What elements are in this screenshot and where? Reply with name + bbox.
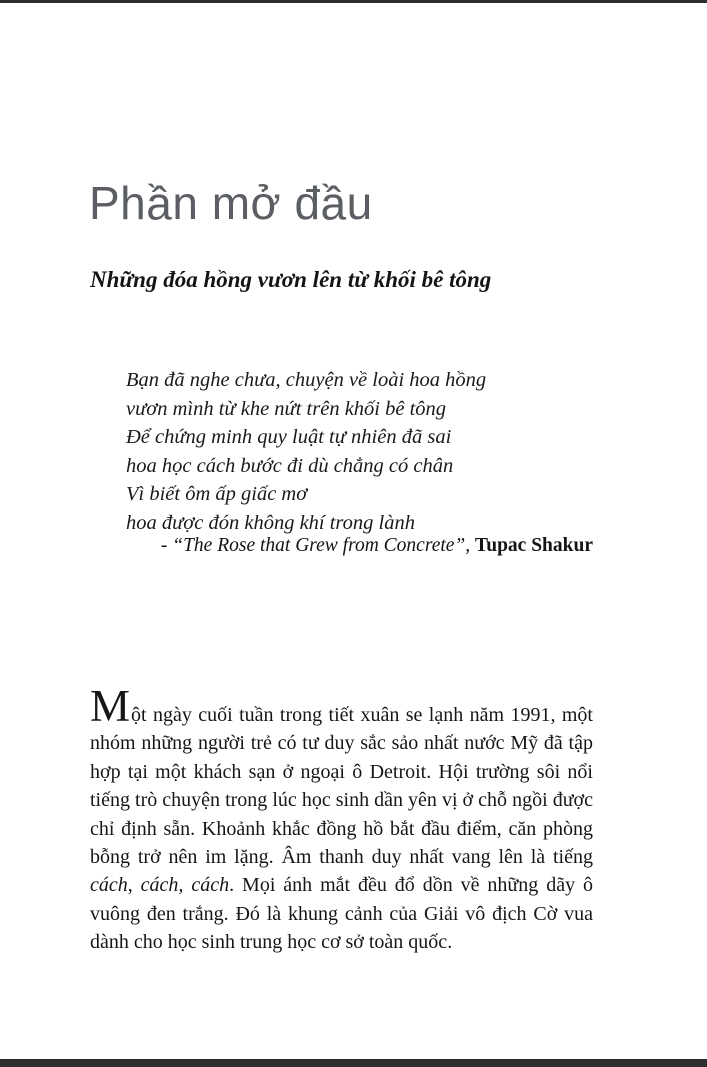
attribution-source: - “The Rose that Grew from Concrete”,	[160, 535, 476, 556]
chapter-title: Phần mở đầu	[89, 177, 373, 229]
body-italic-phrase: cách, cách, cách	[90, 874, 230, 897]
poem-line: Vì biết ôm ấp giấc mơ	[126, 483, 308, 505]
poem-attribution	[90, 533, 593, 559]
chapter-subtitle: Những đóa hồng vươn lên từ khối bê tông	[90, 267, 492, 292]
poem-line: Để chứng minh quy luật tự nhiên đã sai	[126, 426, 452, 448]
poem-line: hoa được đón không khí trong lành	[126, 511, 415, 534]
page-edge-bottom	[0, 1059, 707, 1067]
attribution-author: Tupac Shakur	[475, 535, 593, 556]
poem-line: Bạn đã nghe chưa, chuyện về loài hoa hồng	[126, 369, 487, 391]
body-text-before: ột ngày cuối tuần trong tiết xuân se lạnh năm 1991, một nhóm những người trẻ có tư duy sắc sảo nhất nước Mỹ đã tập hợp tại một khách sạn ở ngoại ô Detroit. Hội trường sôi nổi tiếng trò chuyện trong lúc học sinh dần yên vị ở chỗ ngồi được chỉ định sẵn. Khoảnh khắc đồng hồ bắt đầu điểm, căn phòng bỗng trở nên im lặng. Âm thanh duy nhất vang lên là tiếng	[90, 704, 593, 869]
body-text-after: . Mọi ánh mắt đều đổ dồn về những dãy ô vuông đen trắng. Đó là khung cảnh của Giải vô địch Cờ vua dành cho học sinh trung học cơ sở toàn quốc.	[90, 874, 593, 954]
body-paragraph	[90, 681, 593, 957]
poem-line: vươn mình từ khe nứt trên khối bê tông	[126, 397, 447, 420]
raised-initial-cap: M	[90, 681, 132, 731]
page-edge-top	[0, 0, 707, 3]
poem-line: hoa học cách bước đi dù chẳng có chân	[126, 454, 454, 477]
poem-epigraph	[126, 366, 566, 537]
